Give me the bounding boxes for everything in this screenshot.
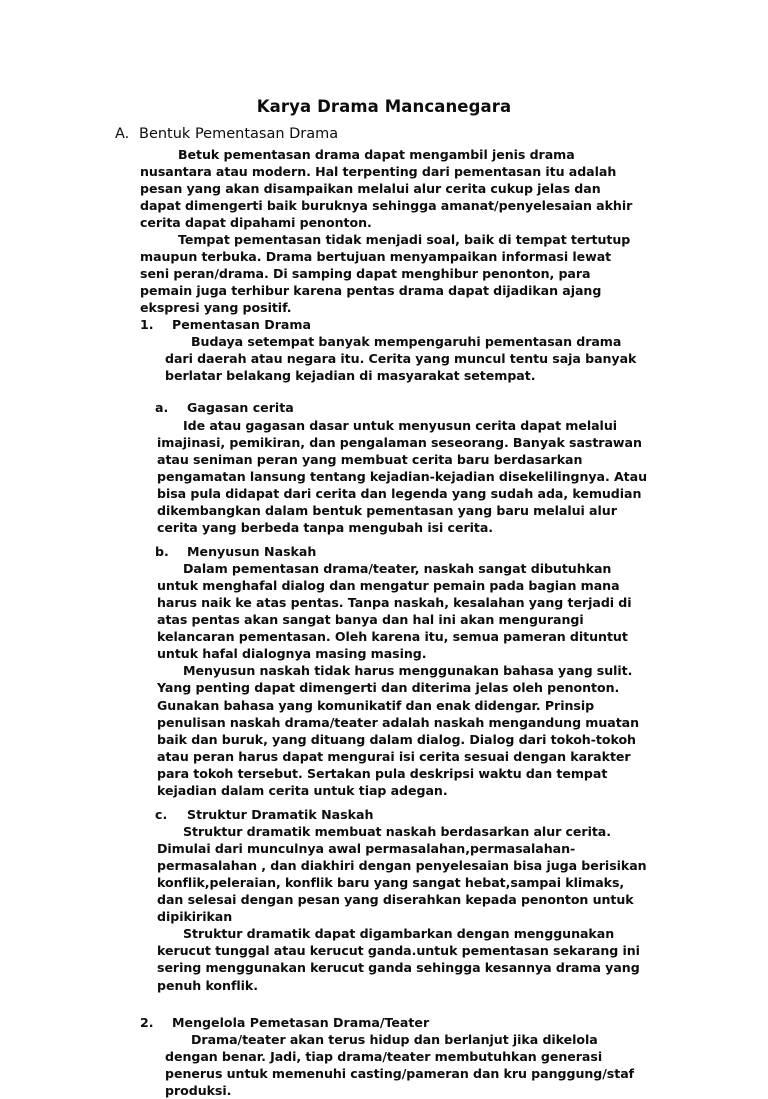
section-heading-text-a: Bentuk Pementasan Drama (139, 126, 339, 142)
paragraph-sub-c-2: Struktur dramatik dapat digambarkan dengan menggunakan kerucut tunggal atau kerucut ganda.untuk pementasan sekarang ini sering menggunakan kerucut ganda sehingga kesannya drama yang penuh konflik. (157, 926, 640, 993)
document-body (115, 125, 660, 1099)
paragraph-2-1: Drama/teater akan terus hidup dan berlanjut jika dikelola dengan benar. Jadi, tiap drama/teater membutuhkan generasi penerus untuk memenuhi casting/pameran dan kru panggung/staf produksi. (165, 1031, 635, 1098)
sublist-item-heading-a (155, 399, 660, 416)
paragraph-sub-a-1: Ide atau gagasan dasar untuk menyusun cerita dapat melalui imajinasi, pemikiran, dan pengalaman seseorang. Banyak sastrawan atau seniman peran yang membuat cerita baru berdasarkan pengamatan lansung tentang kejadian-kejadian disekelilingnya. Atau bisa pula didapat dari cerita dan legenda yang sudah ada, kemudian dikembangkan dalam bentuk pementasan yang baru melalui alur cerita yang berbeda tanpa mengubah isi cerita. (157, 417, 648, 535)
sublist-heading-text-a: Gagasan cerita (187, 400, 294, 416)
list-item-heading-1 (140, 316, 660, 333)
list-heading-text-1: Pementasan Drama (172, 317, 312, 333)
list-item-heading-2 (140, 1014, 660, 1031)
section-heading-a (115, 125, 660, 145)
paragraph-1-1: Budaya setempat banyak mempengaruhi pementasan drama dari daerah atau negara itu. Cerita yang muncul tentu saja banyak berlatar belakang kejadian di masyarakat setempat. (165, 334, 637, 384)
paragraph-a-1: Betuk pementasan drama dapat mengambil jenis drama nusantara atau modern. Hal terpenting dari pementasan itu adalah pesan yang akan disampaikan melalui alur cerita cukup jelas dan dapat dimengerti baik buruknya sehingga amanat/penyelesaian akhir cerita dapat dipahami penonton. (140, 146, 633, 230)
sublist-heading-text-c: Struktur Dramatik Naskah (187, 806, 374, 822)
page-title: Karya Drama Mancanegara (256, 97, 512, 117)
sublist-item-heading-c (155, 806, 660, 823)
sublist-marker-a: a. (155, 400, 169, 416)
sublist-marker-b: b. (155, 543, 169, 559)
paragraph-sub-c-1: Struktur dramatik membuat naskah berdasarkan alur cerita. Dimulai dari munculnya awal permasalahan,permasalahan-permasalahan , dan diakhiri dengan penyelesaian bisa juga berisikan konflik,peleraian, konflik baru yang sangat hebat,sampai klimaks, dan selesai dengan pesan yang diserahkan kepada penonton untuk dipikirikan (157, 823, 647, 925)
list-heading-text-2: Mengelola Pemetasan Drama/Teater (172, 1014, 430, 1030)
list-marker-2: 2. (140, 1014, 154, 1030)
section-marker-a: A. (115, 126, 130, 142)
sublist-item-heading-b (155, 543, 660, 560)
paragraph-sub-b-1: Dalam pementasan drama/teater, naskah sangat dibutuhkan untuk menghafal dialog dan mengatur pemain pada bagian mana harus naik ke atas pentas. Tanpa naskah, kesalahan yang terjadi di atas pentas akan sangat banya dan hal ini akan mengurangi kelancaran pementasan. Oleh karena itu, semua pameran dituntut untuk hafal dialognya masing masing. (157, 561, 632, 662)
sublist-marker-c: c. (155, 806, 168, 822)
paragraph-sub-b-2: Menyusun naskah tidak harus menggunakan bahasa yang sulit. Yang penting dapat dimengerti dan diterima jelas oleh penonton. Gunakan bahasa yang komunikatif dan enak didengar. Prinsip penulisan naskah drama/teater adalah naskah mengandung muatan baik dan buruk, yang dituang dalam dialog. Dialog dari tokoh-tokoh atau peran harus dapat mengurai isi cerita sesuai dengan karakter para tokoh tersebut. Sertakan pula deskripsi waktu dan tempat kejadian dalam cerita untuk tiap adegan. (157, 663, 640, 798)
sublist-heading-text-b: Menyusun Naskah (187, 543, 317, 559)
list-marker-1: 1. (140, 317, 154, 333)
paragraph-a-2: Tempat pementasan tidak menjadi soal, baik di tempat tertutup maupun terbuka. Drama bertujuan menyampaikan informasi lewat seni peran/drama. Di samping dapat menghibur penonton, para pemain juga terhibur karena pentas drama dapat dijadikan ajang ekspresi yang positif. (140, 231, 631, 316)
